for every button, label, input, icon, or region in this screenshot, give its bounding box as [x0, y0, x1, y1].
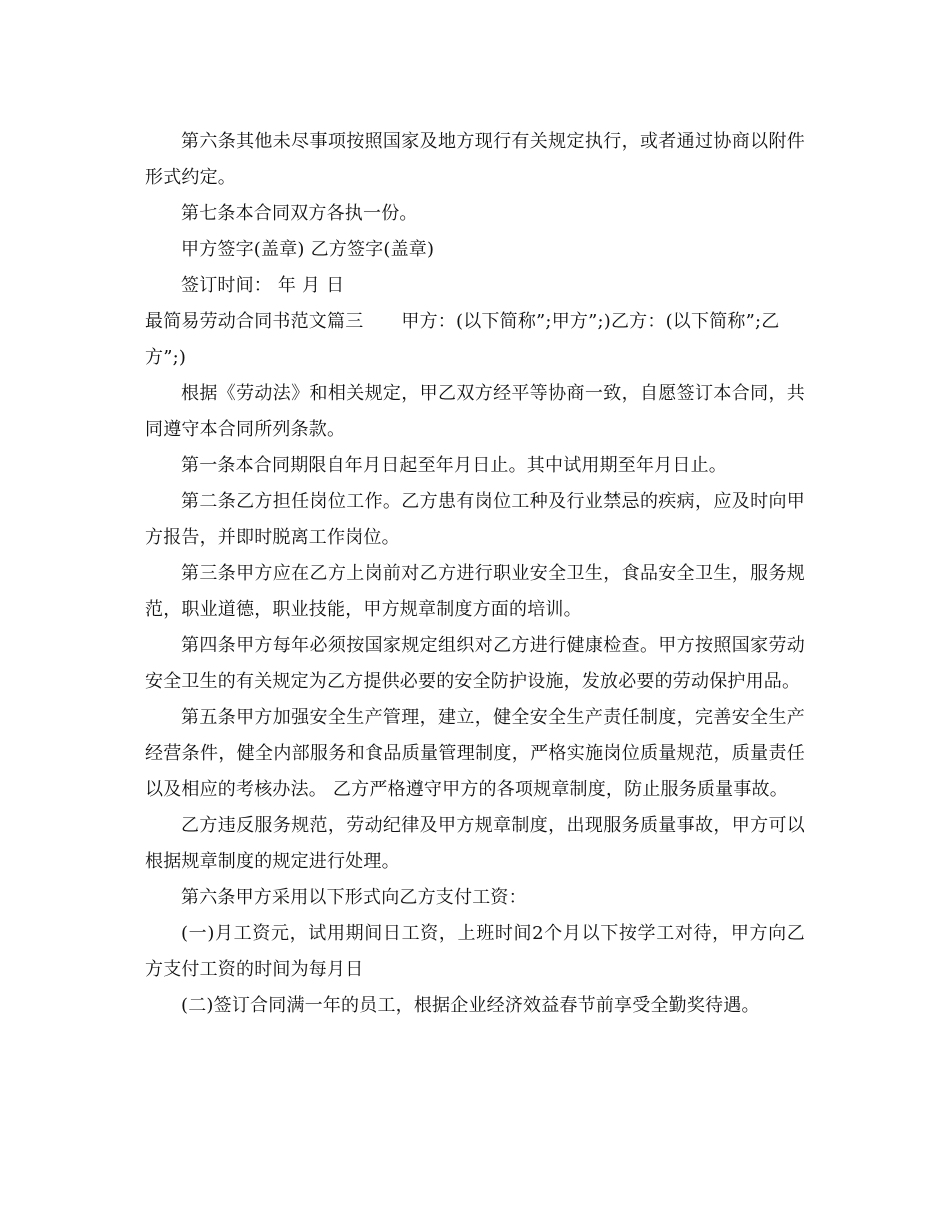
paragraph-article-4-health: 第四条甲方每年必须按国家规定组织对乙方进行健康检查。甲方按照国家劳动安全卫生的有关规定为乙方提供必要的安全防护设施，发放必要的劳动保护用品。: [145, 635, 805, 692]
paragraph-preamble: 根据《劳动法》和相关规定，甲乙双方经平等协商一致，自愿签订本合同，共同遵守本合同所列条款。: [145, 383, 805, 440]
paragraph-article-2-position: 第二条乙方担任岗位工作。乙方患有岗位工种及行业禁忌的疾病，应及时向甲方报告，并即时脱离工作岗位。: [145, 491, 805, 548]
paragraph-article-6-other-matters: 第六条其他未尽事项按照国家及地方现行有关规定执行，或者通过协商以附件形式约定。: [145, 131, 805, 188]
paragraph-wages-item-1: (一)月工资元，试用期间日工资，上班时间2个月以下按学工对待，甲方向乙方支付工资的时间为每月日: [145, 923, 805, 980]
paragraph-article-6-wages: 第六条甲方采用以下形式向乙方支付工资：: [181, 887, 527, 908]
document-body: [145, 124, 805, 1024]
paragraph-article-7-copies: 第七条本合同双方各执一份。: [181, 203, 418, 224]
paragraph-signing-date: 签订时间： 年 月 日: [181, 275, 345, 296]
section-title: 最简易劳动合同书范文篇三: [145, 311, 364, 332]
parties-line-1: 甲方：(以下简称”;甲方”;)乙方：(以下简称”;乙: [401, 311, 780, 332]
paragraph-signatures: 甲方签字(盖章) 乙方签字(盖章): [181, 239, 435, 260]
paragraph-wages-item-2: (二)签订合同满一年的员工，根据企业经济效益春节前享受全勤奖待遇。: [181, 995, 760, 1016]
parties-line-2: 方”;): [145, 347, 187, 368]
paragraph-violations: 乙方违反服务规范，劳动纪律及甲方规章制度，出现服务质量事故，甲方可以根据规章制度的规定进行处理。: [145, 815, 805, 872]
paragraph-article-1-term: 第一条本合同期限自年月日起至年月日止。其中试用期至年月日止。: [181, 455, 727, 476]
section-heading-line: [145, 304, 805, 340]
paragraph-article-3-training: 第三条甲方应在乙方上岗前对乙方进行职业安全卫生，食品安全卫生，服务规范，职业道德，职业技能，甲方规章制度方面的培训。: [145, 563, 805, 620]
paragraph-article-5-safety: 第五条甲方加强安全生产管理，建立，健全安全生产责任制度，完善安全生产经营条件，健全内部服务和食品质量管理制度，严格实施岗位质量规范，质量责任以及相应的考核办法。 乙方严格遵守甲方的各项规章制度，防止服务质量事故。: [145, 707, 805, 800]
